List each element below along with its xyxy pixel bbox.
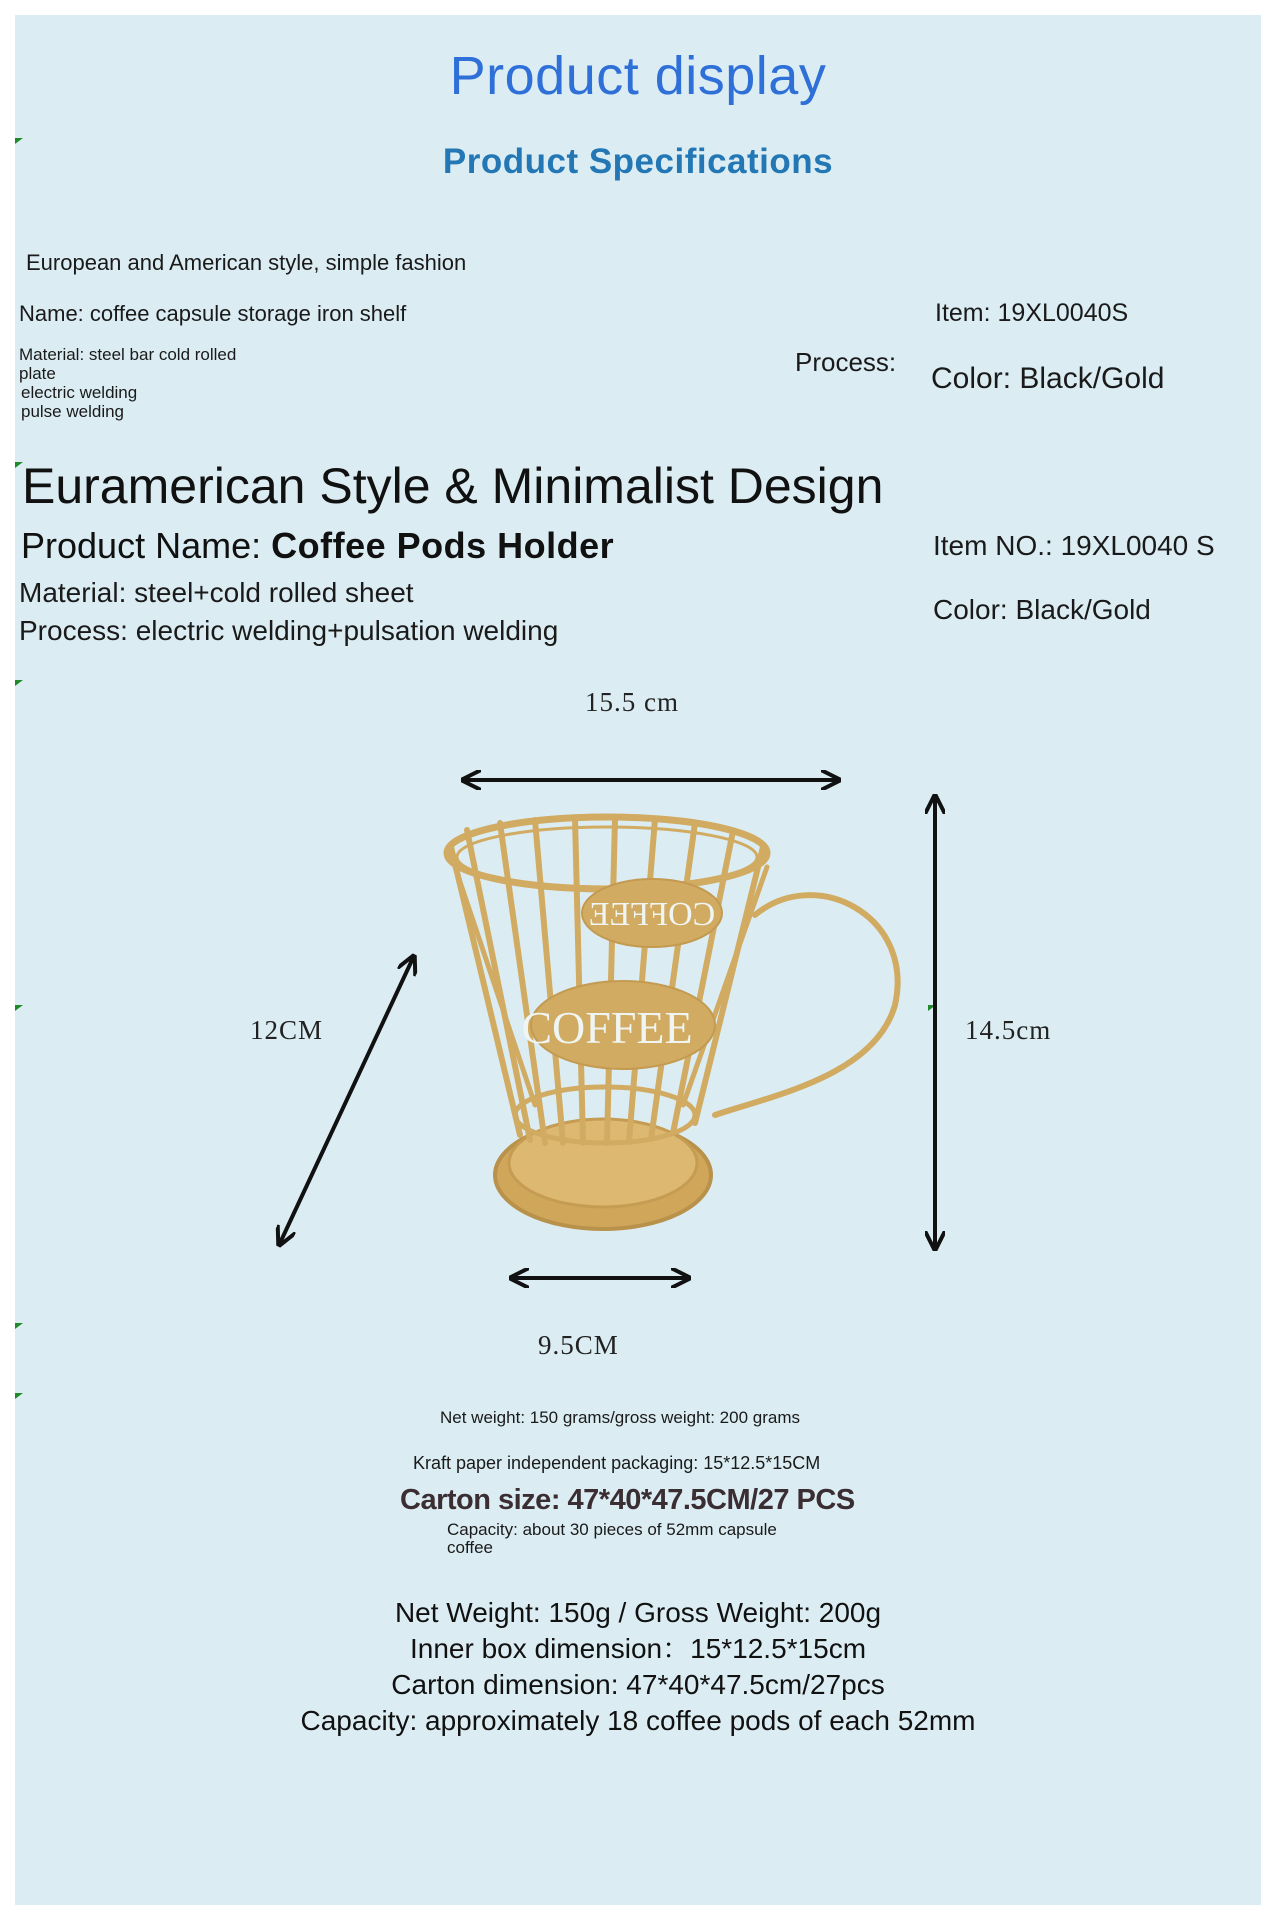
page-title: Product display	[449, 46, 827, 106]
style-text: European and American style, simple fashion	[26, 250, 467, 275]
material-line: plate	[19, 364, 56, 383]
item-text: Item: 19XL0040S	[935, 299, 1129, 327]
material-line: Material: steel bar cold rolled	[19, 345, 237, 364]
packing-large	[15, 1595, 1261, 1739]
product-info-panel	[15, 15, 1261, 1905]
material-line: pulse welding	[21, 402, 125, 421]
item-no-text: Item NO.: 19XL0040 S	[933, 530, 1215, 561]
capacity-line: Capacity: approximately 18 coffee pods of each 52mm	[300, 1705, 976, 1736]
page-subtitle: Product Specifications	[442, 142, 834, 181]
carton-size-small: Carton size: 47*40*47.5CM/27 PCS	[400, 1484, 855, 1516]
badge-text-back: COFFEE	[588, 896, 716, 933]
material-text: Material: steel+cold rolled sheet	[19, 577, 414, 608]
top-width-label: 15.5 cm	[585, 687, 679, 717]
inner-box-line: Inner box dimension：15*12.5*15cm	[409, 1633, 867, 1664]
height-label: 14.5cm	[965, 1015, 1052, 1045]
product-name-label: Product Name:	[21, 525, 272, 566]
product-name-value: Coffee Pods Holder	[271, 525, 615, 566]
depth-arrow	[280, 958, 413, 1243]
packing-packaging-small: Kraft paper independent packaging: 15*12.5*15CM	[413, 1453, 821, 1473]
process-text: Process: electric welding+pulsation welding	[19, 615, 559, 646]
capacity-small: Capacity: about 30 pieces of 52mm capsule coffee	[447, 1520, 777, 1557]
color-text-2: Color: Black/Gold	[933, 594, 1151, 625]
base-width-label: 9.5CM	[538, 1330, 619, 1360]
headline: Euramerican Style & Minimalist Design	[22, 458, 884, 514]
material-line: electric welding	[21, 383, 138, 402]
name-text: Name: coffee capsule storage iron shelf	[19, 301, 407, 326]
badge-text-front: COFFEE	[521, 1002, 693, 1053]
net-weight-line: Net Weight: 150g / Gross Weight: 200g	[394, 1597, 882, 1628]
depth-label: 12CM	[250, 1015, 324, 1045]
process-label: Process:	[795, 347, 897, 377]
carton-line: Carton dimension: 47*40*47.5cm/27pcs	[391, 1669, 885, 1700]
color-text: Color: Black/Gold	[931, 362, 1165, 395]
packing-weight-small: Net weight: 150 grams/gross weight: 200 grams	[440, 1408, 801, 1427]
